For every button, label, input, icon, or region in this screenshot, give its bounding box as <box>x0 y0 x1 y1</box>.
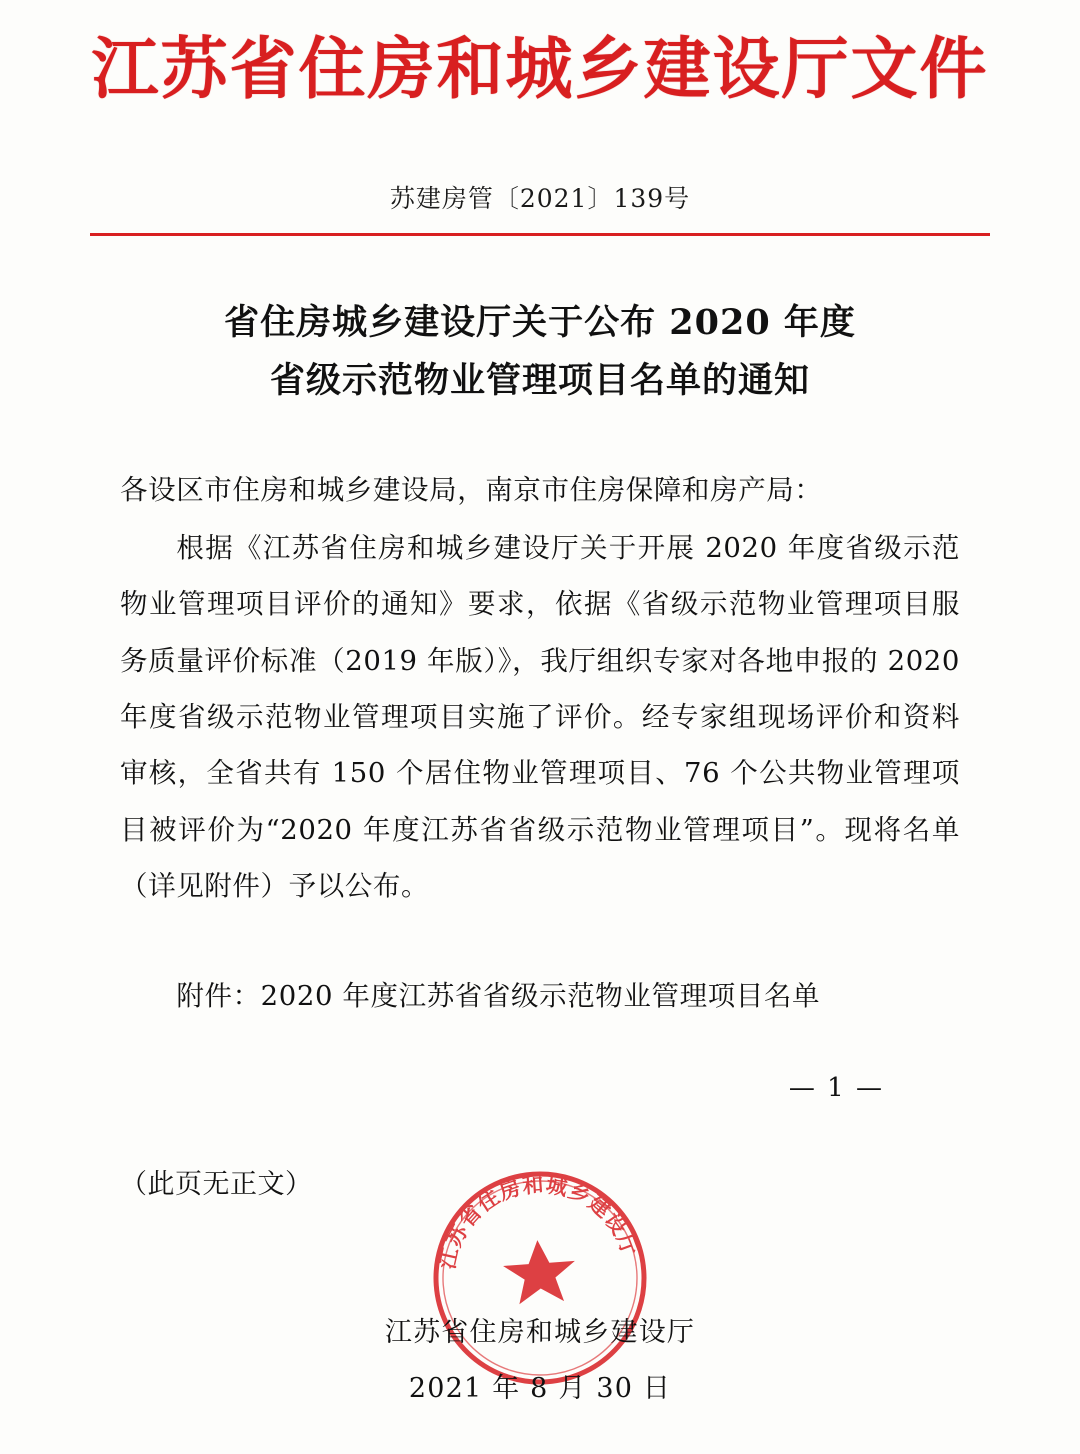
masthead-title: 江苏省住房和城乡建设厅文件 <box>91 29 989 108</box>
page-title-line-2: 省级示范物业管理项目名单的通知 <box>269 359 810 401</box>
signature-organization: 江苏省住房和城乡建设厅 <box>384 1316 696 1348</box>
signature-block <box>0 1305 1080 1418</box>
document-number: 苏建房管〔2021〕139号 <box>389 184 691 214</box>
document-body <box>120 462 960 1213</box>
signature-date: 2021 年 8 月 30 日 <box>408 1373 672 1405</box>
page-title-line-1: 省住房城乡建设厅关于公布 2020 年度 <box>224 302 856 344</box>
attachment-line: 附件：2020 年度江苏省省级示范物业管理项目名单 <box>176 979 821 1012</box>
no-text-note: （此页无正文） <box>120 1168 313 1200</box>
masthead <box>0 30 1080 107</box>
star-icon <box>501 1238 577 1306</box>
page-title <box>0 294 1080 410</box>
red-divider-rule <box>90 233 990 236</box>
salutation: 各设区市住房和城乡建设局，南京市住房保障和房产局： <box>120 473 823 506</box>
page-number: — 1 — <box>788 1072 884 1103</box>
body-paragraph-1: 根据《江苏省住房和城乡建设厅关于开展 2020 年度省级示范物业管理项目评价的通知》要求，依据《省级示范物业管理项目服务质量评价标准（2019 年版）》，我厅组织专家对各地申报的 2020 年度省级示范物业管理项目实施了评价。经专家组现场评价和资料审核，全省共有 150 个居住物业管理项目、76 个公共物业管理项目被评价为“2020 年度江苏省省级示范物业管理项目”。现将名单（详见附件）予以公布。 <box>120 531 960 903</box>
seal-ring-text: 江苏省住房和城乡建设厅 <box>434 1171 644 1272</box>
